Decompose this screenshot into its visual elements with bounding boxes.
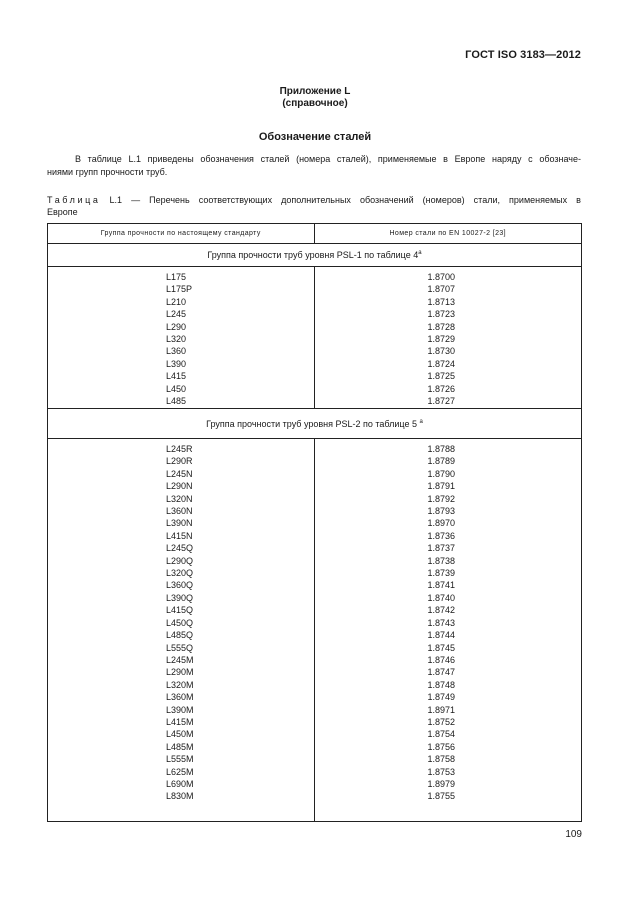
- grade-value: L415: [166, 371, 187, 382]
- steel-designation-table: [47, 223, 582, 822]
- annex-title: Приложение L: [279, 86, 351, 97]
- intro-line-1: В таблице L.1 приведены обозначения сталей (номера сталей), применяемые в Европе наряду с обозначе-: [75, 154, 581, 164]
- steel-number-value: 1.8788: [427, 444, 456, 454]
- steel-number-value: 1.8754: [427, 729, 456, 740]
- steel-number-value: 1.8729: [427, 334, 456, 345]
- steel-number-value: 1.8730: [427, 346, 456, 357]
- steel-number-value: 1.8971: [427, 704, 456, 715]
- steel-number-value: 1.8746: [427, 654, 456, 665]
- steel-number-value: 1.8742: [427, 605, 456, 616]
- annex-subtitle: (справочное): [282, 98, 348, 109]
- group-title-text: Группа прочности труб уровня PSL-1 по таблице 4: [207, 250, 419, 260]
- grade-value: L290M: [166, 667, 194, 678]
- steel-number-value: 1.8758: [427, 754, 456, 765]
- grade-value: L415M: [166, 716, 194, 727]
- grade-value: L245R: [166, 444, 193, 454]
- grade-value: L290R: [166, 456, 193, 467]
- grade-value: L390: [166, 358, 187, 369]
- steel-number-value: 1.8700: [427, 272, 456, 282]
- grade-value: L485M: [166, 741, 194, 752]
- steel-number-value: 1.8740: [427, 592, 456, 603]
- grade-value: L390N: [166, 518, 193, 529]
- intro-line-2: ниями групп прочности труб.: [47, 167, 168, 177]
- grade-value: L830M: [166, 791, 194, 802]
- steel-number-value: 1.8736: [427, 530, 456, 541]
- grade-value: L450Q: [166, 617, 194, 628]
- grade-value: L485Q: [166, 630, 194, 641]
- grade-value: L245Q: [166, 543, 194, 554]
- steel-number-value: 1.8728: [427, 321, 456, 332]
- grade-value: L415Q: [166, 605, 194, 616]
- grade-value: L360M: [166, 692, 194, 703]
- document-code: ГОСТ ISO 3183—2012: [465, 49, 581, 61]
- grade-value: L175: [166, 272, 187, 282]
- grade-value: L625M: [166, 766, 194, 777]
- steel-number-value: 1.8724: [427, 358, 456, 369]
- grade-list-psl1: [48, 267, 315, 409]
- group-row-psl2: [48, 409, 582, 439]
- grade-value: L290Q: [166, 555, 194, 566]
- steel-number-value: 1.8737: [427, 543, 456, 554]
- grade-value: L390Q: [166, 592, 194, 603]
- steel-number-value: 1.8723: [427, 309, 456, 320]
- group-row-psl1: [48, 244, 582, 267]
- header-grade: Группа прочности по настоящему стандарту: [48, 224, 315, 244]
- grade-value: L320: [166, 334, 187, 345]
- grade-value: L320N: [166, 493, 193, 504]
- grade-value: L175P: [166, 284, 193, 295]
- caption-line-1: [47, 194, 581, 206]
- steel-number-value: 1.8748: [427, 679, 456, 690]
- steel-number-value: 1.8747: [427, 667, 456, 678]
- table-caption: [47, 194, 581, 218]
- steel-number-value: 1.8738: [427, 555, 456, 566]
- intro-paragraph: [47, 153, 581, 179]
- footnote-marker: a: [419, 418, 423, 425]
- steel-number-value: 1.8726: [427, 383, 456, 394]
- page-number: 109: [565, 829, 582, 840]
- steel-number-value: 1.8970: [427, 518, 456, 529]
- footnote-marker: a: [418, 250, 422, 256]
- steel-number-value: 1.8792: [427, 493, 456, 504]
- caption-number: L.1: [109, 195, 123, 205]
- caption-label: Таблица: [47, 195, 101, 205]
- grade-value: L320M: [166, 679, 194, 690]
- steel-number-value: 1.8752: [427, 716, 456, 727]
- steel-number-value: 1.8793: [427, 506, 456, 517]
- grade-value: L690M: [166, 778, 194, 789]
- grade-value: L210: [166, 296, 187, 307]
- grade-list-psl2: [48, 439, 315, 822]
- group-title-psl2: [48, 409, 582, 439]
- grade-value: L360: [166, 346, 187, 357]
- grade-value: L555Q: [166, 642, 194, 653]
- grade-value: L450: [166, 383, 187, 394]
- steel-number-value: 1.8755: [427, 791, 456, 802]
- grade-value: L245N: [166, 468, 193, 479]
- header-steel-number: Номер стали по EN 10027-2 [23]: [314, 224, 582, 244]
- grade-value: L360N: [166, 506, 193, 517]
- grade-value: L320Q: [166, 568, 194, 579]
- steel-number-value: 1.8979: [427, 778, 456, 789]
- grade-value: L290N: [166, 481, 193, 492]
- grade-value: L485: [166, 396, 187, 407]
- grade-value: L245M: [166, 654, 194, 665]
- grade-value: L555M: [166, 754, 194, 765]
- steel-number-value: 1.8743: [427, 617, 456, 628]
- caption-text: — Перечень соответствующих дополнительных обозначений (номеров) стали, применяемых в: [131, 195, 581, 205]
- group-body-psl1: [48, 267, 582, 409]
- group-title-text: Группа прочности труб уровня PSL-2 по таблице 5: [206, 418, 417, 429]
- steel-number-value: 1.8707: [427, 284, 456, 295]
- annex-heading: [0, 86, 630, 110]
- steel-number-value: 1.8756: [427, 741, 456, 752]
- steel-number-value: 1.8791: [427, 481, 456, 492]
- number-list-psl2: [314, 439, 582, 822]
- steel-number-value: 1.8790: [427, 468, 456, 479]
- table-header-row: [48, 224, 582, 244]
- section-title: Обозначение сталей: [258, 131, 372, 143]
- group-title-psl1: [48, 244, 582, 267]
- number-list-psl1: [314, 267, 582, 409]
- grade-value: L360Q: [166, 580, 194, 591]
- grade-value: L450M: [166, 729, 194, 740]
- grade-value: L415N: [166, 530, 193, 541]
- group-body-psl2: [48, 439, 582, 822]
- caption-line-2: Европе: [47, 207, 78, 217]
- grade-value: L245: [166, 309, 187, 320]
- grade-value: L290: [166, 321, 187, 332]
- steel-number-value: 1.8745: [427, 642, 456, 653]
- grade-value: L390M: [166, 704, 194, 715]
- steel-number-value: 1.8789: [427, 456, 456, 467]
- steel-number-value: 1.8727: [427, 396, 456, 407]
- steel-number-value: 1.8713: [427, 296, 456, 307]
- steel-number-value: 1.8739: [427, 568, 456, 579]
- steel-number-value: 1.8741: [427, 580, 456, 591]
- steel-number-value: 1.8725: [427, 371, 456, 382]
- steel-number-value: 1.8744: [427, 630, 456, 641]
- steel-number-value: 1.8749: [427, 692, 456, 703]
- steel-number-value: 1.8753: [427, 766, 456, 777]
